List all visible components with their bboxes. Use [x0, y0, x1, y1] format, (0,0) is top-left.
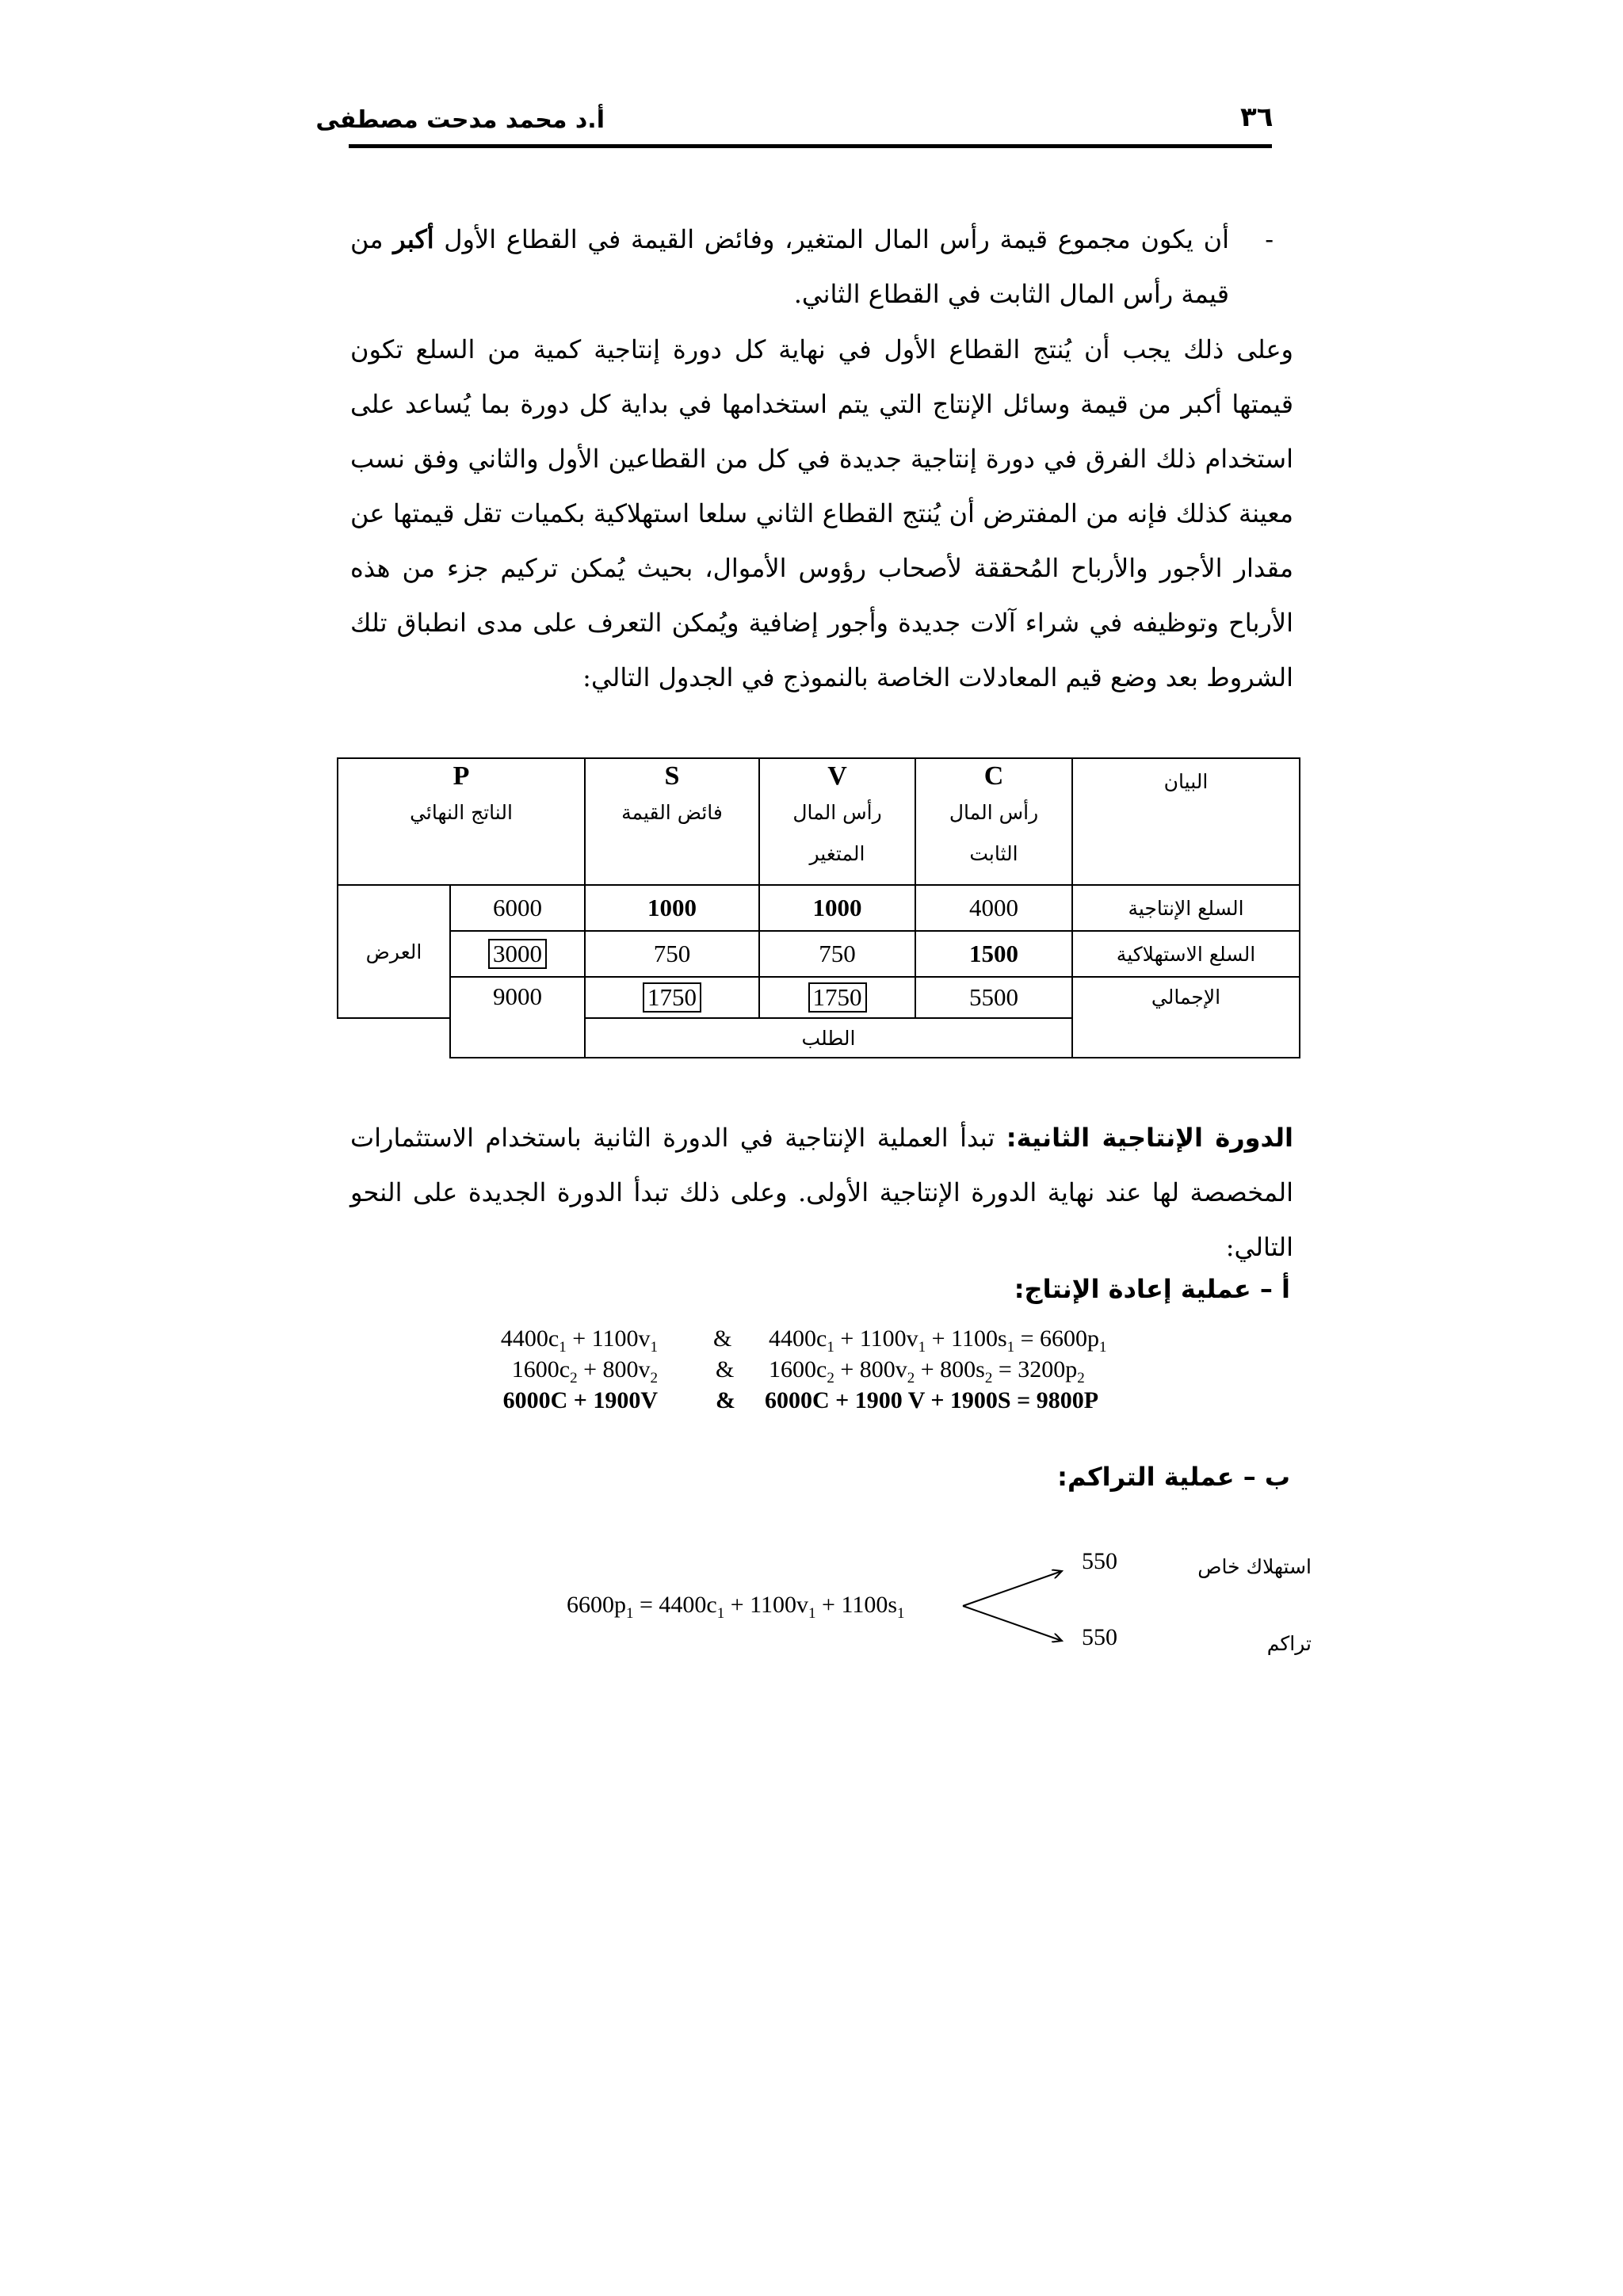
accumulation-label: تراكم	[1266, 1632, 1312, 1655]
equation-right-3: 6000C + 1900 V + 1900S = 9800P	[765, 1387, 1099, 1413]
bullet-bold-word: أكبر	[393, 224, 434, 254]
cell-p: 9000	[450, 977, 585, 1058]
header-v	[759, 758, 915, 885]
equation-left-1: $4400c_1 + 1100v_1$	[500, 1325, 658, 1356]
header-v-label2: المتغير	[809, 842, 865, 865]
lower-arrow	[963, 1606, 1062, 1641]
table-row	[338, 885, 1300, 931]
reproduction-table	[337, 757, 1300, 1058]
second-cycle-title: الدورة الإنتاجية الثانية:	[1006, 1123, 1294, 1153]
header-v-letter: V	[827, 761, 847, 791]
table-row	[338, 931, 1300, 977]
equation-left-3: 6000C + 1900V	[502, 1387, 658, 1413]
cell-v: 1000	[759, 885, 915, 931]
header-v-label: رأس المال	[792, 801, 882, 824]
main-paragraph: وعلى ذلك يجب أن يُنتج القطاع الأول في نهاية كل دورة إنتاجية كمية من السلع تكون قيمتها أكبر من قيمة وسائل الإنتاج التي يتم استخدامها في بداية كل دورة بما يُساعد على استخدام ذلك الفرق في دورة إنتاجية جديدة في كل من القطاعين الأول والثاني وفق نسب معينة كذلك فإنه من المفترض أن يُنتج القطاع الثاني سلعا استهلاكية بكميات تقل قيمتها عن مقدار الأجور والأرباح المُحققة لأصحاب رؤوس الأموال، بحيث يُمكن تركيم جزء من هذه الأرباح وتوظيفه في شراء آلات جديدة وأجور إضافية ويُمكن التعرف على مدى انطباق تلك الشروط بعد وضع قيم المعادلات الخاصة بالنموذج في الجدول التالي:	[350, 334, 1294, 692]
ampersand: &	[713, 1325, 732, 1352]
header-rule	[349, 144, 1272, 148]
bullet-item	[350, 212, 1274, 322]
cell-c: 4000	[915, 885, 1072, 931]
cell-p: 6000	[450, 885, 585, 931]
cell-s: 1000	[585, 885, 759, 931]
header-c-label: رأس المال	[949, 801, 1039, 824]
cell-c: 5500	[915, 977, 1072, 1018]
accumulation-equation: $6600p_1 = 4400c_1 + 1100v_1 + 1100s_1$	[567, 1592, 905, 1622]
second-cycle-text: تبدأ العملية الإنتاجية في الدورة الثانية باستخدام الاستثمارات المخصصة لها عند نهاية الدورة الإنتاجية الأولى. وعلى ذلك تبدأ الدورة الجديدة على النحو التالي:	[350, 1123, 1293, 1262]
header-c	[915, 758, 1072, 885]
row-label: السلع الإنتاجية	[1072, 885, 1300, 931]
row-label: السلع الاستهلاكية	[1072, 931, 1300, 977]
second-cycle-paragraph	[350, 1111, 1293, 1275]
cell-s: 750	[585, 931, 759, 977]
boxed-value: 3000	[488, 939, 547, 969]
header-p	[338, 758, 585, 885]
bullet-text-start: أن يكون مجموع قيمة رأس المال المتغير، وفائض القيمة في القطاع الأول	[433, 224, 1230, 254]
equation-right-1: $4400c_1 + 1100v_1 + 1100s_1 = 6600p_1$	[769, 1325, 1107, 1356]
supply-label: العرض	[338, 885, 450, 1018]
equation-right-2: $1600c_2 + 800v_2 + 800s_2 = 3200p_2$	[769, 1356, 1085, 1386]
header-s	[585, 758, 759, 885]
boxed-value: 1750	[808, 982, 867, 1013]
header-author: أ.د محمد مدحت مصطفى	[315, 106, 605, 134]
header-s-letter: S	[664, 761, 680, 791]
consumption-label: استهلاك خاص	[1197, 1555, 1312, 1578]
bullet-dash: -	[1265, 224, 1274, 254]
page-number: ٣٦	[1240, 101, 1274, 133]
header-c-label2: الثابت	[969, 842, 1018, 865]
table-row	[338, 977, 1300, 1018]
bullet-text-end: من قيمة رأس المال الثابت في القطاع الثاني.	[350, 224, 1229, 309]
section-b-heading: ب – عملية التراكم:	[1057, 1462, 1290, 1492]
upper-arrow	[963, 1571, 1062, 1606]
boxed-value: 1750	[643, 982, 701, 1013]
header-c-letter: C	[983, 761, 1004, 791]
row-label: الإجمالي	[1072, 977, 1300, 1058]
equation-left-2: $1600c_2 + 800v_2$	[511, 1356, 658, 1386]
demand-label: الطلب	[585, 1018, 1072, 1058]
cell-v: 750	[759, 931, 915, 977]
cell-s	[585, 977, 759, 1018]
bullet-text	[350, 212, 1229, 322]
cell-p	[450, 931, 585, 977]
header-p-label: الناتج النهائي	[410, 801, 513, 824]
header-p-letter: P	[453, 761, 470, 791]
section-a-heading: أ – عملية إعادة الإنتاج:	[1014, 1274, 1290, 1304]
header-s-label: فائض القيمة	[621, 801, 723, 824]
cell-v	[759, 977, 915, 1018]
upper-value: 550	[1082, 1548, 1117, 1574]
split-arrows	[959, 1565, 1078, 1660]
ampersand: &	[716, 1387, 735, 1413]
ampersand: &	[716, 1356, 735, 1383]
header-statement: البيان	[1072, 758, 1300, 885]
lower-value: 550	[1082, 1624, 1117, 1650]
table-header-row	[338, 758, 1300, 885]
cell-c: 1500	[915, 931, 1072, 977]
